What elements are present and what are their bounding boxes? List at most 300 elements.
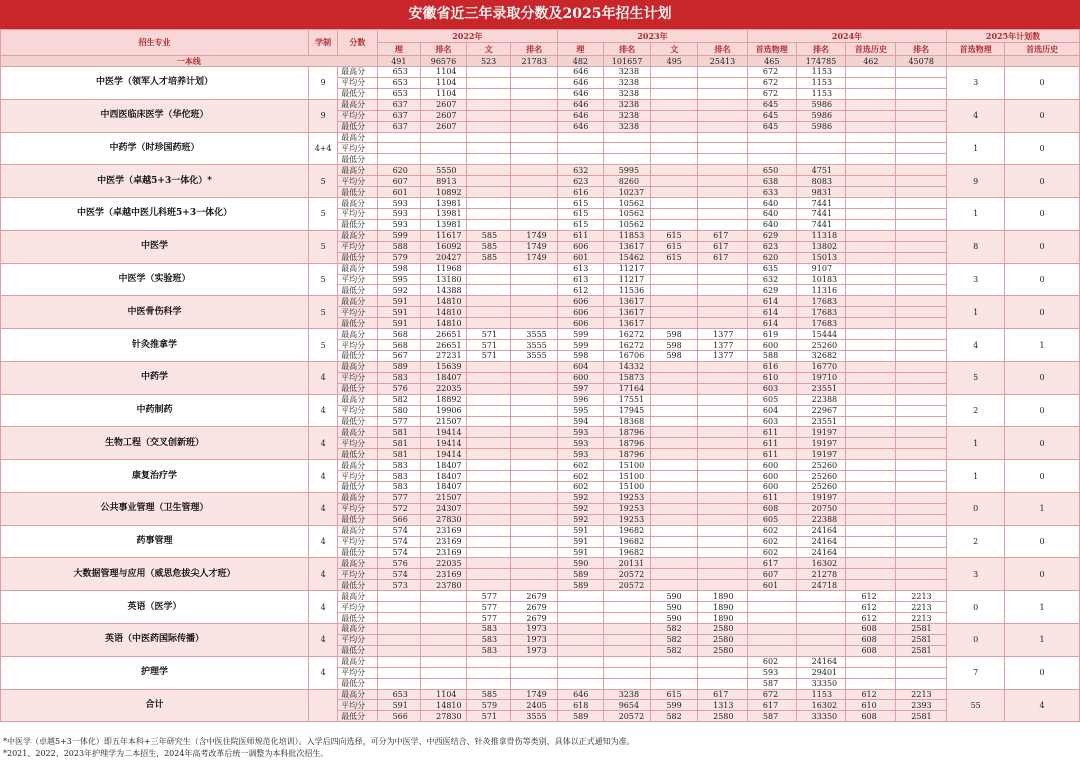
- score-cell: [846, 569, 896, 580]
- score-cell: 26651: [421, 340, 467, 351]
- score-cell: 571: [466, 711, 511, 722]
- score-cell: 637: [377, 110, 421, 121]
- score-cell: [698, 154, 748, 165]
- score-cell: [511, 492, 558, 503]
- score-cell: [896, 558, 947, 569]
- score-cell: [377, 154, 421, 165]
- score-cell: [846, 394, 896, 405]
- score-cell: [603, 634, 651, 645]
- score-cell: 595: [558, 405, 604, 416]
- score-cell: 7441: [796, 208, 846, 219]
- score-cell: 611: [558, 230, 604, 241]
- yixian-value: 174785: [796, 56, 846, 67]
- score-cell: [846, 208, 896, 219]
- score-cell: 2581: [896, 624, 947, 635]
- score-label: 最高分: [338, 361, 377, 372]
- score-cell: [698, 482, 748, 493]
- major-name: 中药学（时珍国药班）: [1, 132, 309, 165]
- score-cell: [651, 187, 698, 198]
- score-cell: 582: [651, 711, 698, 722]
- plan-physics: 7: [947, 656, 1005, 689]
- xuezhi-value: 5: [309, 263, 338, 296]
- score-cell: [896, 132, 947, 143]
- score-cell: [603, 602, 651, 613]
- score-cell: [896, 198, 947, 209]
- score-cell: [466, 449, 511, 460]
- score-cell: 19253: [603, 503, 651, 514]
- score-cell: 646: [558, 689, 604, 700]
- plan-physics: 0: [947, 492, 1005, 525]
- score-cell: 11318: [796, 230, 846, 241]
- score-cell: [698, 394, 748, 405]
- score-cell: 21507: [421, 416, 467, 427]
- yixian-value: 495: [651, 56, 698, 67]
- plan-physics: 55: [947, 689, 1005, 722]
- score-cell: [846, 514, 896, 525]
- score-cell: 24164: [796, 547, 846, 558]
- score-cell: [698, 99, 748, 110]
- score-label: 最低分: [338, 449, 377, 460]
- score-cell: 600: [747, 460, 796, 471]
- score-cell: [846, 580, 896, 591]
- score-cell: [747, 624, 796, 635]
- score-cell: 15639: [421, 361, 467, 372]
- xuezhi-value: 4: [309, 525, 338, 558]
- plan-history: 0: [1005, 263, 1080, 296]
- score-cell: 653: [377, 67, 421, 78]
- score-cell: 17683: [796, 318, 846, 329]
- major-name: 康复治疗学: [1, 460, 309, 493]
- score-cell: 604: [558, 361, 604, 372]
- score-cell: 24164: [796, 525, 846, 536]
- score-cell: [896, 514, 947, 525]
- score-label: 平均分: [338, 634, 377, 645]
- score-cell: 3555: [511, 350, 558, 361]
- score-cell: 3555: [511, 340, 558, 351]
- score-cell: [377, 132, 421, 143]
- score-cell: [377, 678, 421, 689]
- plan-physics: 3: [947, 67, 1005, 100]
- score-cell: [846, 471, 896, 482]
- score-cell: [466, 547, 511, 558]
- score-cell: [846, 274, 896, 285]
- score-cell: [896, 285, 947, 296]
- score-cell: 646: [558, 67, 604, 78]
- score-cell: 19682: [603, 525, 651, 536]
- score-cell: [511, 569, 558, 580]
- plan-history: 0: [1005, 460, 1080, 493]
- score-cell: [511, 449, 558, 460]
- score-cell: 598: [651, 340, 698, 351]
- score-cell: [377, 613, 421, 624]
- yixian-value: 101657: [603, 56, 651, 67]
- score-cell: 3238: [603, 689, 651, 700]
- header-2023: 2023年: [558, 30, 748, 43]
- score-cell: 13617: [603, 241, 651, 252]
- score-cell: [603, 132, 651, 143]
- score-label: 平均分: [338, 667, 377, 678]
- score-cell: 1749: [511, 252, 558, 263]
- score-cell: 1973: [511, 634, 558, 645]
- score-cell: 1749: [511, 689, 558, 700]
- score-cell: [511, 77, 558, 88]
- score-cell: 593: [558, 449, 604, 460]
- score-label: 最低分: [338, 678, 377, 689]
- score-cell: [846, 230, 896, 241]
- score-cell: 606: [558, 296, 604, 307]
- score-cell: 18796: [603, 438, 651, 449]
- score-cell: 574: [377, 525, 421, 536]
- score-cell: 15462: [603, 252, 651, 263]
- score-cell: [377, 591, 421, 602]
- score-cell: 19253: [603, 492, 651, 503]
- score-label: 最高分: [338, 525, 377, 536]
- score-cell: 646: [558, 99, 604, 110]
- score-cell: 2393: [896, 700, 947, 711]
- plan-physics: 4: [947, 99, 1005, 132]
- score-cell: 617: [747, 558, 796, 569]
- score-cell: [511, 416, 558, 427]
- score-cell: [651, 77, 698, 88]
- score-cell: [511, 427, 558, 438]
- score-cell: 15444: [796, 329, 846, 340]
- footnote: *2021、2022、2023年护理学为二本招生，2024年高考改革后统一调整为本科批次招生。: [3, 749, 329, 758]
- score-cell: [651, 580, 698, 591]
- score-cell: 1890: [698, 591, 748, 602]
- score-cell: 613: [558, 263, 604, 274]
- score-cell: 20572: [603, 569, 651, 580]
- score-cell: 611: [747, 438, 796, 449]
- score-cell: 16302: [796, 700, 846, 711]
- score-cell: [846, 547, 896, 558]
- score-cell: [603, 613, 651, 624]
- score-cell: [466, 383, 511, 394]
- score-cell: [511, 187, 558, 198]
- score-cell: 7441: [796, 198, 846, 209]
- score-cell: [603, 154, 651, 165]
- score-cell: [896, 678, 947, 689]
- score-cell: [846, 678, 896, 689]
- score-cell: [747, 143, 796, 154]
- score-cell: [846, 416, 896, 427]
- plan-history: 0: [1005, 198, 1080, 231]
- plan-history: 0: [1005, 230, 1080, 263]
- score-cell: 618: [558, 700, 604, 711]
- score-cell: 33350: [796, 678, 846, 689]
- score-cell: 2679: [511, 602, 558, 613]
- score-cell: 29401: [796, 667, 846, 678]
- score-cell: [651, 198, 698, 209]
- score-cell: 14810: [421, 307, 467, 318]
- score-cell: 599: [558, 340, 604, 351]
- score-cell: [421, 656, 467, 667]
- score-cell: [466, 263, 511, 274]
- yixian-value: 523: [466, 56, 511, 67]
- score-cell: [698, 460, 748, 471]
- score-cell: 617: [698, 230, 748, 241]
- score-cell: [511, 580, 558, 591]
- score-cell: 583: [377, 471, 421, 482]
- header-xuezhi: 学制: [309, 30, 338, 56]
- score-cell: [651, 285, 698, 296]
- score-cell: 19197: [796, 438, 846, 449]
- xuezhi-value: 5: [309, 230, 338, 263]
- score-cell: 1749: [511, 230, 558, 241]
- score-cell: [466, 503, 511, 514]
- score-cell: 1104: [421, 88, 467, 99]
- score-cell: 1313: [698, 700, 748, 711]
- score-cell: [846, 405, 896, 416]
- sub-header: 排名: [603, 43, 651, 56]
- score-cell: 5986: [796, 110, 846, 121]
- score-cell: 602: [747, 547, 796, 558]
- score-cell: [896, 438, 947, 449]
- plan-physics: 9: [947, 165, 1005, 198]
- score-cell: 598: [651, 350, 698, 361]
- score-cell: 633: [747, 187, 796, 198]
- score-cell: [421, 132, 467, 143]
- score-cell: [466, 99, 511, 110]
- score-cell: [651, 143, 698, 154]
- score-cell: [377, 645, 421, 656]
- score-cell: 591: [558, 536, 604, 547]
- score-cell: [603, 656, 651, 667]
- score-cell: [846, 132, 896, 143]
- xuezhi-value: 4: [309, 361, 338, 394]
- major-name: 中药制药: [1, 394, 309, 427]
- yixian-label: 一本线: [1, 56, 378, 67]
- score-cell: 16272: [603, 329, 651, 340]
- score-cell: 3555: [511, 711, 558, 722]
- score-cell: [466, 307, 511, 318]
- score-cell: [698, 176, 748, 187]
- score-cell: 27830: [421, 514, 467, 525]
- score-cell: 653: [377, 77, 421, 88]
- score-cell: 653: [377, 689, 421, 700]
- score-cell: [698, 449, 748, 460]
- plan-history: 0: [1005, 394, 1080, 427]
- xuezhi-value: 5: [309, 198, 338, 231]
- plan-history: 0: [1005, 67, 1080, 100]
- score-cell: [651, 361, 698, 372]
- score-cell: 5550: [421, 165, 467, 176]
- score-cell: [651, 165, 698, 176]
- score-cell: 574: [377, 547, 421, 558]
- score-cell: 577: [466, 602, 511, 613]
- score-cell: [846, 656, 896, 667]
- score-cell: [558, 678, 604, 689]
- score-cell: [846, 110, 896, 121]
- plan-history: 1: [1005, 624, 1080, 657]
- score-cell: [558, 645, 604, 656]
- score-cell: [558, 667, 604, 678]
- admission-table: [0, 29, 1080, 722]
- score-cell: [421, 591, 467, 602]
- score-cell: [558, 634, 604, 645]
- score-cell: 13981: [421, 208, 467, 219]
- score-cell: [698, 88, 748, 99]
- score-cell: [377, 602, 421, 613]
- score-label: 平均分: [338, 208, 377, 219]
- score-cell: 8260: [603, 176, 651, 187]
- score-cell: [651, 88, 698, 99]
- score-cell: 577: [377, 416, 421, 427]
- score-label: 最低分: [338, 252, 377, 263]
- score-cell: 632: [747, 274, 796, 285]
- plan-physics: 2: [947, 394, 1005, 427]
- score-cell: [846, 503, 896, 514]
- score-cell: 672: [747, 88, 796, 99]
- xuezhi-value: 9: [309, 67, 338, 100]
- major-name: 中医学（领军人才培养计划）: [1, 67, 309, 100]
- score-cell: 640: [747, 198, 796, 209]
- score-cell: [698, 77, 748, 88]
- score-cell: 574: [377, 569, 421, 580]
- score-cell: 592: [558, 514, 604, 525]
- score-cell: [896, 580, 947, 591]
- score-cell: [511, 460, 558, 471]
- score-cell: 610: [747, 372, 796, 383]
- score-cell: [511, 110, 558, 121]
- score-cell: [896, 165, 947, 176]
- score-cell: 640: [747, 219, 796, 230]
- sub-header: 首选物理: [747, 43, 796, 56]
- score-cell: [421, 634, 467, 645]
- score-cell: [466, 296, 511, 307]
- score-cell: 640: [747, 208, 796, 219]
- score-cell: [511, 503, 558, 514]
- score-label: 最高分: [338, 132, 377, 143]
- score-cell: [747, 591, 796, 602]
- plan-history: 0: [1005, 361, 1080, 394]
- score-cell: 2607: [421, 110, 467, 121]
- score-cell: [896, 208, 947, 219]
- score-cell: 20572: [603, 580, 651, 591]
- score-cell: [466, 667, 511, 678]
- score-cell: 614: [747, 318, 796, 329]
- score-cell: 593: [377, 208, 421, 219]
- score-label: 最高分: [338, 263, 377, 274]
- score-cell: 623: [747, 241, 796, 252]
- score-cell: [603, 591, 651, 602]
- score-cell: 615: [651, 252, 698, 263]
- sub-header: 文: [651, 43, 698, 56]
- plan-history: 1: [1005, 492, 1080, 525]
- table-row: [1, 99, 1080, 110]
- score-label: 最高分: [338, 329, 377, 340]
- score-cell: [698, 121, 748, 132]
- score-cell: 629: [747, 285, 796, 296]
- score-cell: [511, 667, 558, 678]
- plan-physics: 1: [947, 198, 1005, 231]
- xuezhi-value: 4: [309, 492, 338, 525]
- score-cell: [846, 252, 896, 263]
- score-cell: [896, 143, 947, 154]
- score-cell: 598: [377, 263, 421, 274]
- score-cell: 598: [651, 329, 698, 340]
- score-cell: [896, 88, 947, 99]
- score-cell: 19414: [421, 427, 467, 438]
- score-cell: [466, 372, 511, 383]
- score-cell: 5986: [796, 99, 846, 110]
- score-cell: 2580: [698, 711, 748, 722]
- score-label: 平均分: [338, 241, 377, 252]
- score-cell: 1104: [421, 67, 467, 78]
- sub-header: 排名: [421, 43, 467, 56]
- score-cell: [511, 165, 558, 176]
- score-cell: [796, 154, 846, 165]
- score-cell: [896, 361, 947, 372]
- score-cell: 10237: [603, 187, 651, 198]
- score-cell: 2580: [698, 624, 748, 635]
- xuezhi-value: 4: [309, 460, 338, 493]
- score-cell: [846, 460, 896, 471]
- score-cell: 602: [747, 656, 796, 667]
- xuezhi-value: 4: [309, 624, 338, 657]
- score-cell: [421, 602, 467, 613]
- score-cell: [651, 219, 698, 230]
- score-cell: [511, 536, 558, 547]
- score-cell: [896, 252, 947, 263]
- score-cell: 25260: [796, 471, 846, 482]
- score-cell: [846, 350, 896, 361]
- score-cell: [846, 307, 896, 318]
- score-cell: [698, 569, 748, 580]
- score-cell: [511, 143, 558, 154]
- score-cell: [846, 492, 896, 503]
- score-cell: 11316: [796, 285, 846, 296]
- score-cell: [511, 394, 558, 405]
- score-cell: [511, 482, 558, 493]
- score-cell: 619: [747, 329, 796, 340]
- score-cell: 612: [846, 689, 896, 700]
- score-cell: [511, 67, 558, 78]
- table-row: [1, 296, 1080, 307]
- score-cell: [846, 77, 896, 88]
- major-name: 中医学（实验班）: [1, 263, 309, 296]
- score-cell: [698, 536, 748, 547]
- score-cell: 615: [651, 689, 698, 700]
- table-row: [1, 198, 1080, 209]
- score-cell: 587: [747, 711, 796, 722]
- score-cell: [747, 154, 796, 165]
- score-cell: 1153: [796, 88, 846, 99]
- score-cell: 588: [747, 350, 796, 361]
- score-cell: [846, 667, 896, 678]
- score-cell: 23551: [796, 416, 846, 427]
- score-cell: 585: [466, 241, 511, 252]
- score-cell: 599: [651, 700, 698, 711]
- plan-physics: 8: [947, 230, 1005, 263]
- score-cell: [846, 536, 896, 547]
- xuezhi-value: 4: [309, 427, 338, 460]
- score-cell: 602: [558, 482, 604, 493]
- score-cell: [651, 394, 698, 405]
- score-cell: 597: [558, 383, 604, 394]
- score-cell: [698, 503, 748, 514]
- score-cell: [466, 405, 511, 416]
- score-cell: [466, 132, 511, 143]
- yixian-value: 25413: [698, 56, 748, 67]
- table-row: [1, 230, 1080, 241]
- major-name: 药事管理: [1, 525, 309, 558]
- score-cell: [651, 678, 698, 689]
- score-cell: [466, 678, 511, 689]
- score-cell: [698, 143, 748, 154]
- score-cell: 637: [377, 121, 421, 132]
- score-cell: [698, 318, 748, 329]
- score-cell: [846, 340, 896, 351]
